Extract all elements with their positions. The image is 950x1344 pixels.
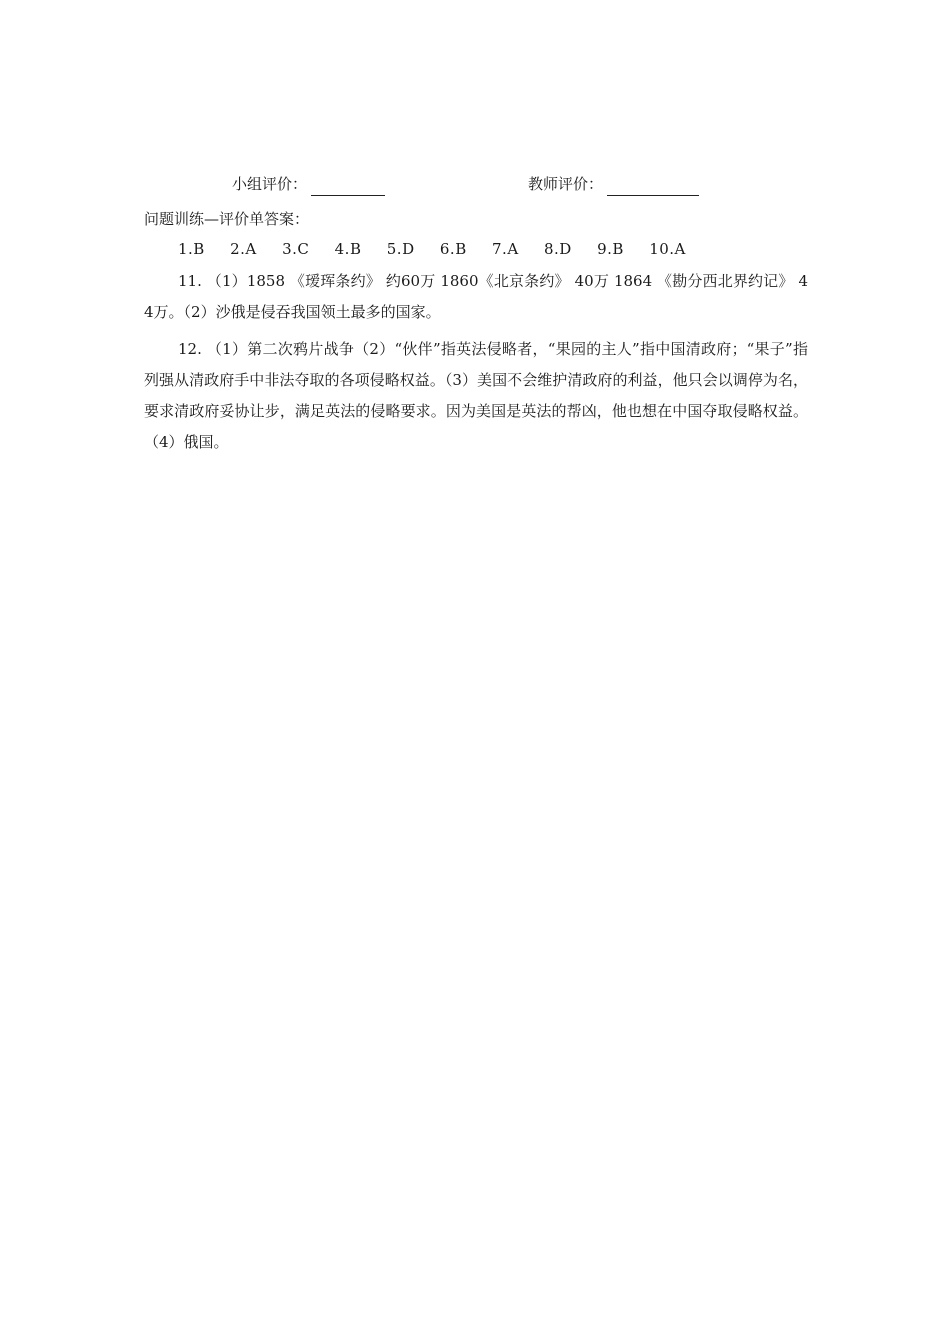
- choice-answer: 5.D: [386, 240, 415, 258]
- teacher-evaluation-blank: [607, 177, 699, 196]
- choice-answers: [144, 234, 808, 264]
- choice-answer: 6.B: [439, 240, 467, 258]
- teacher-evaluation: [528, 172, 699, 196]
- choice-answer: 8.D: [543, 240, 572, 258]
- group-evaluation-label: 小组评价：: [232, 175, 308, 193]
- choice-answer: 9.B: [597, 240, 624, 258]
- choice-answer: 4.B: [334, 240, 362, 258]
- answer-12: 12. （1）第二次鸦片战争（2）“伙伴”指英法侵略者，“果园的主人”指中国清政府；“果子”指列强从清政府手中非法夺取的各项侵略权益。（3）美国不会维护清政府的利益，他只会以调停为名，要求清政府妥协让步，满足英法的侵略要求。因为美国是英法的帮凶，他也想在中国夺取侵略权益。（4）俄国。: [144, 340, 808, 451]
- group-evaluation: [232, 172, 385, 196]
- teacher-evaluation-label: 教师评价：: [528, 175, 604, 193]
- choice-answer: 1.B: [178, 240, 205, 258]
- choice-answer: 3.C: [282, 240, 310, 258]
- group-evaluation-blank: [311, 177, 385, 196]
- choice-answer: 10.A: [649, 240, 686, 258]
- answer-section: [144, 204, 808, 458]
- evaluation-row: [232, 172, 732, 196]
- choice-answer: 7.A: [492, 240, 519, 258]
- answer-11: 11. （1）1858 《瑷珲条约》 约60万 1860《北京条约》 40万 1864 《勘分西北界约记》 44万。（2）沙俄是侵吞我国领土最多的国家。: [144, 272, 808, 321]
- answer-heading: 问题训练—评价单答案：: [144, 210, 310, 228]
- choice-answer: 2.A: [230, 240, 257, 258]
